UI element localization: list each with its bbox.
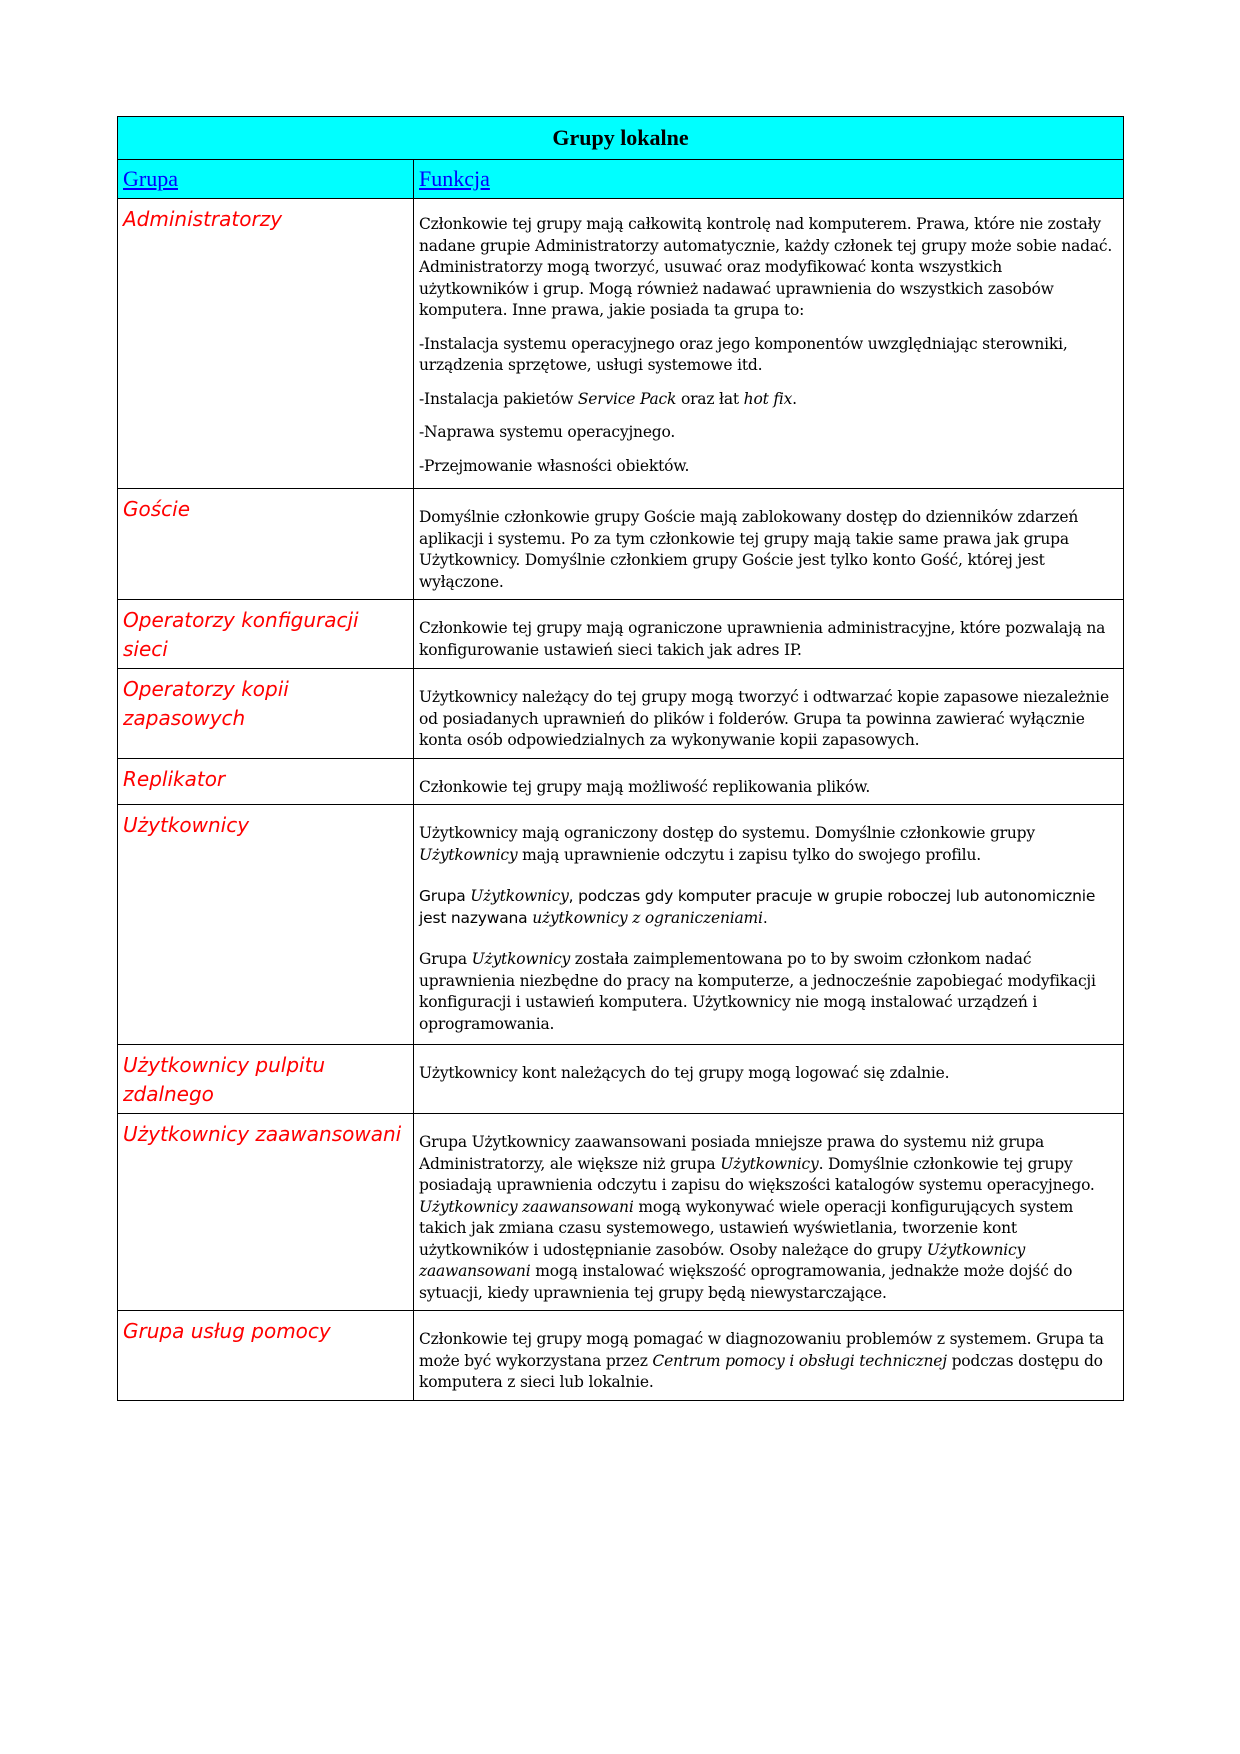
function-paragraph: Członkowie tej grupy mają możliwość replikowania plików. [419,777,871,796]
group-name-cell [118,805,414,1045]
group-function [414,759,1123,805]
group-function [414,199,1123,483]
group-function-cell [414,489,1124,600]
group-function-cell [414,1114,1124,1311]
table-title-row [118,117,1124,160]
header-link-group[interactable]: Grupa [123,166,178,191]
function-paragraph: Grupa Użytkownicy zaawansowani posiada mniejsze prawa do systemu niż grupa Administratorzy, ale większe niż grupa Użytkownicy. Domyślnie członkowie tej grupy posiadają uprawnienia odczytu i zapisu do większości katalogów systemu operacyjnego. Użytkownicy zaawansowani mogą wykonywać wiele operacji konfigurujących system takich jak zmiana czasu systemowego, ustawień wyświetlania, tworzenie kont użytkowników i udostępnianie zasobów. Osoby należące do grupy Użytkownicy zaawansowani mogą instalować większość oprogramowania, jednakże może dojść do sytuacji, kiedy uprawnienia tej grupy będą niewystarczające. [419,1133,1095,1302]
table-header-row [118,160,1124,199]
function-paragraph: Użytkownicy należący do tej grupy mogą tworzyć i odtwarzać kopie zapasowe niezależnie od posiadanych uprawnień do plików i folderów. Grupa ta powinna zawierać wyłącznie konta osób odpowiedzialnych za wykonywanie kopii zapasowych. [419,688,1109,749]
group-function-cell [414,199,1124,489]
table-row [118,489,1124,600]
function-paragraph: -Instalacja pakietów Service Pack oraz łat hot fix. [419,389,797,408]
function-paragraph: Członkowie tej grupy mają całkowitą kontrolę nad komputerem. Prawa, które nie zostały nadane grupie Administratorzy automatycznie, każdy członek tej grupy może sobie nadać. Administratorzy mogą tworzyć, usuwać oraz modyfikować konta wszystkich użytkowników i grup. Mogą również nadawać uprawnienia do wszystkich zasobów komputera. Inne prawa, jakie posiada ta grupa to: [419,215,1113,319]
group-name-cell [118,1311,414,1401]
group-name: Grupa usług pomocy [123,1319,331,1343]
function-paragraph: Grupa Użytkownicy została zaimplementowana po to by swoim członkom nadać uprawnienia niezbędne do pracy na komputerze, a jednocześnie zapobiegać modyfikacji konfiguracji i ustawień komputera. Użytkownicy nie mogą instalować urządzeń i oprogramowania. [419,950,1096,1033]
function-paragraph: Domyślnie członkowie grupy Goście mają zablokowany dostęp do dzienników zdarzeń aplikacji i systemu. Po za tym członkowie tej grupy mają takie same prawa jak grupa Użytkownicy. Domyślnie członkiem grupy Goście jest tylko konto Gość, której jest wyłączone. [419,508,1079,591]
group-function [414,489,1123,599]
group-function-cell [414,758,1124,805]
group-name-cell [118,1114,414,1311]
function-paragraph: -Naprawa systemu operacyjnego. [419,423,676,441]
table-row [118,758,1124,805]
function-paragraph: Użytkownicy mają ograniczony dostęp do systemu. Domyślnie członkowie grupy Użytkownicy mają uprawnienie odczytu i zapisu tylko do swojego profilu. [419,824,1035,864]
group-function-cell [414,669,1124,759]
group-name: Administratorzy [123,207,283,231]
table-row [118,805,1124,1045]
function-paragraph: -Przejmowanie własności obiektów. [419,456,690,475]
group-function [414,669,1123,758]
group-function [414,1114,1123,1310]
group-name: Użytkownicy zaawansowani [123,1122,402,1146]
group-function [414,600,1123,667]
group-function-cell [414,600,1124,669]
group-name-cell [118,199,414,489]
group-name-cell [118,489,414,600]
group-function [414,1311,1123,1400]
group-function [414,1045,1123,1091]
local-groups-table [117,116,1124,1401]
group-name-cell [118,669,414,759]
table-row [118,199,1124,489]
group-name: Użytkownicy pulpitu zdalnego [123,1053,326,1106]
table-row [118,1114,1124,1311]
header-cell-function [414,160,1124,199]
function-paragraph: Członkowie tej grupy mogą pomagać w diagnozowaniu problemów z systemem. Grupa ta może być wykorzystana przez Centrum pomocy i obsługi technicznej podczas dostępu do komputera z sieci lub lokalnie. [419,1330,1104,1391]
group-function-cell [414,1311,1124,1401]
group-function-cell [414,1045,1124,1114]
function-paragraph: -Instalacja systemu operacyjnego oraz jego komponentów uwzględniając sterowniki, urządzenia sprzętowe, usługi systemowe itd. [419,334,1068,374]
group-function-cell [414,805,1124,1045]
group-name: Użytkownicy [123,813,250,837]
header-cell-group [118,160,414,199]
group-name: Operatorzy konfiguracji sieci [123,608,359,661]
function-paragraph: Grupa Użytkownicy, podczas gdy komputer pracuje w grupie roboczej lub autonomicznie jest nazywana użytkownicy z ograniczeniami. [419,887,1096,927]
group-name-cell [118,600,414,669]
header-link-function[interactable]: Funkcja [419,166,490,191]
group-name: Operatorzy kopii zapasowych [123,677,289,730]
group-name: Goście [123,497,191,521]
function-paragraph: Członkowie tej grupy mają ograniczone uprawnienia administracyjne, które pozwalają na konfigurowanie ustawień sieci takich jak adres IP. [419,619,1106,659]
group-name: Replikator [123,766,226,791]
group-name-cell [118,758,414,805]
group-function [414,805,1123,1041]
table-title: Grupy lokalne [118,117,1124,160]
table-row [118,669,1124,759]
group-name-cell [118,1045,414,1114]
table-row [118,1311,1124,1401]
function-paragraph: Użytkownicy kont należących do tej grupy mogą logować się zdalnie. [419,1064,950,1082]
table-row [118,1045,1124,1114]
table-row [118,600,1124,669]
